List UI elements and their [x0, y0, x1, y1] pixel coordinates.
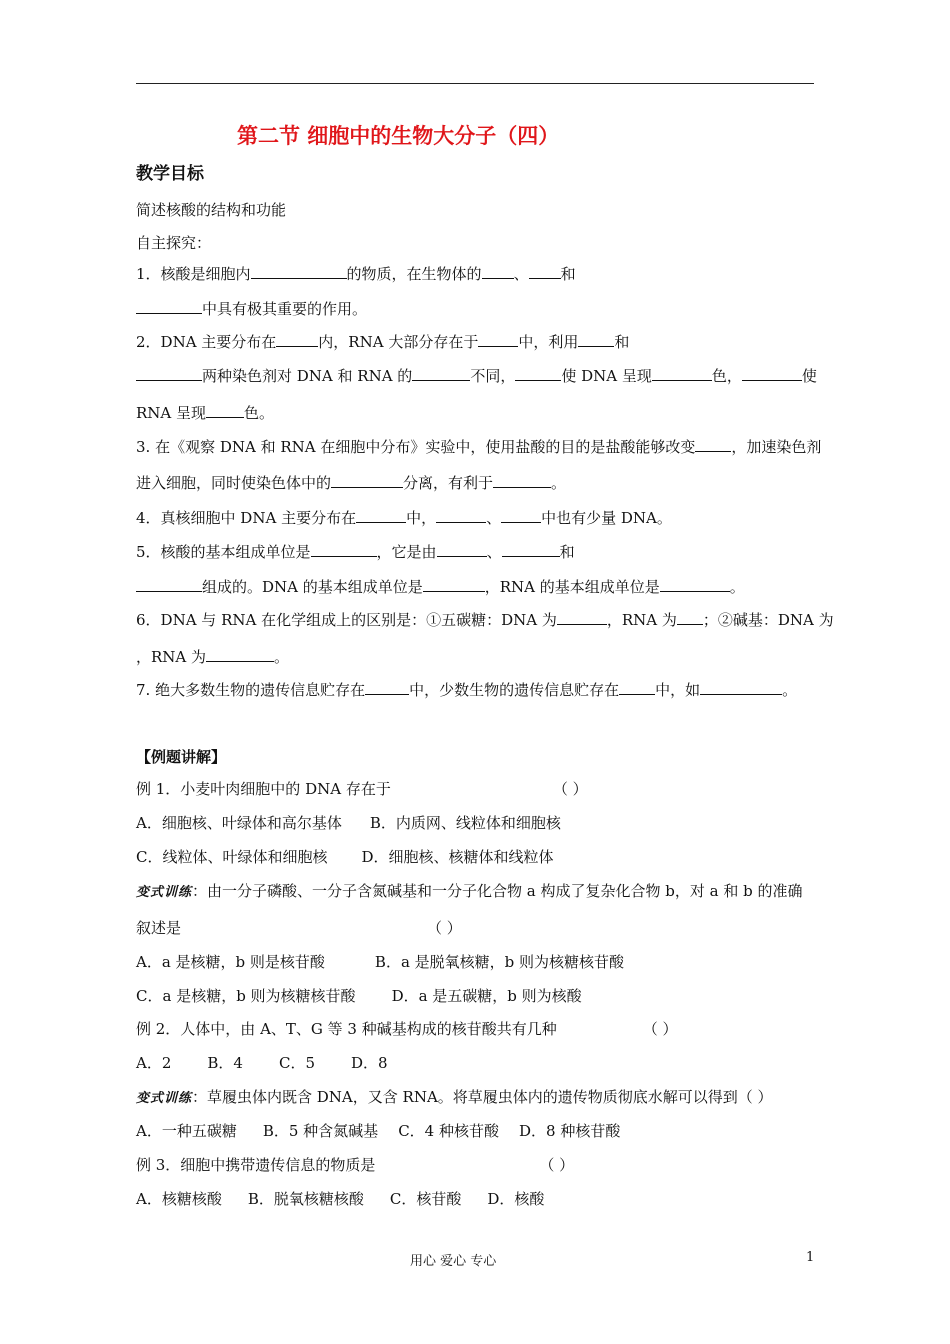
examples-heading: 【例题讲解】 [136, 748, 227, 766]
blank[interactable] [206, 404, 244, 418]
question-2-line-2: 两种染色剂对 DNA 和 RNA 的 不同， 使 DNA 呈现 色， 使 [136, 367, 817, 385]
blank[interactable] [652, 367, 712, 381]
option-a[interactable]: A．核糖核酸 [136, 1190, 222, 1208]
blank[interactable] [136, 367, 202, 381]
example-1-stem: 例 1．小麦叶肉细胞中的 DNA 存在于 （ ） [136, 780, 588, 798]
blank[interactable] [695, 438, 731, 452]
example-1-options-cd [136, 848, 554, 866]
question-6-line-1: 6．DNA 与 RNA 在化学组成上的区别是：①五碳糖：DNA 为 ，RNA 为 ；②碱基：DNA 为 [136, 611, 834, 629]
variant-label: 变式训练 [136, 1091, 193, 1106]
option-b[interactable]: B．a 是脱氧核糖，b 则为核糖核苷酸 [374, 953, 625, 971]
answer-paren[interactable]: （ ） [552, 780, 588, 798]
option-a[interactable]: A．a 是核糖，b 则是核苷酸 [136, 953, 325, 971]
blank[interactable] [501, 509, 541, 523]
example-1-options-ab [136, 814, 561, 832]
question-6-line-2: ，RNA 为 。 [136, 648, 290, 666]
blank[interactable] [557, 611, 607, 625]
option-d[interactable]: D．a 是五碳糖，b 则为核酸 [391, 987, 582, 1005]
blank[interactable] [619, 681, 655, 695]
blank[interactable] [136, 578, 202, 592]
answer-paren[interactable]: （ ） [642, 1020, 678, 1038]
page-title: 第二节 细胞中的生物大分子（四） [237, 123, 560, 148]
option-b[interactable]: B．4 [207, 1054, 243, 1072]
question-2-line-1: 2．DNA 主要分布在 内，RNA 大部分存在于 中，利用 和 [136, 333, 630, 351]
blank[interactable] [660, 578, 730, 592]
blank[interactable] [437, 543, 487, 557]
section-heading: 教学目标 [136, 164, 204, 184]
blank[interactable] [742, 367, 802, 381]
example-2-options [136, 1054, 388, 1072]
blank[interactable] [311, 543, 377, 557]
blank[interactable] [482, 265, 514, 279]
example-3-options [136, 1190, 544, 1208]
blank[interactable] [365, 681, 409, 695]
variant-1-options-ab [136, 953, 624, 971]
option-d[interactable]: D．8 种核苷酸 [518, 1122, 621, 1140]
question-3-line-1: 3. 在《观察 DNA 和 RNA 在细胞中分布》实验中，使用盐酸的目的是盐酸能够改变 ，加速染色剂 [136, 438, 822, 456]
question-1-line-1: 1．核酸是细胞内 的物质，在生物体的 、 和 [136, 265, 576, 283]
blank[interactable] [276, 333, 318, 347]
option-c[interactable]: C．a 是核糖，b 则为核糖核苷酸 [136, 987, 356, 1005]
header-rule [136, 83, 814, 84]
variant-1-stem-2: 叙述是 （ ） [136, 919, 462, 937]
blank[interactable] [578, 333, 614, 347]
explore-label: 自主探究： [136, 234, 212, 252]
blank[interactable] [493, 474, 551, 488]
blank[interactable] [356, 509, 406, 523]
question-4: 4．真核细胞中 DNA 主要分布在 中， 、 中也有少量 DNA。 [136, 509, 672, 527]
option-b[interactable]: B．脱氧核糖核酸 [247, 1190, 364, 1208]
blank[interactable] [412, 367, 470, 381]
question-3-line-2: 进入细胞，同时使染色体中的 分离，有利于 。 [136, 474, 567, 492]
option-c[interactable]: C．核苷酸 [389, 1190, 462, 1208]
blank[interactable] [251, 265, 347, 279]
blank[interactable] [478, 333, 518, 347]
blank[interactable] [206, 648, 274, 662]
example-3-stem: 例 3．细胞中携带遗传信息的物质是 （ ） [136, 1156, 575, 1174]
answer-paren[interactable]: （ ） [539, 1156, 575, 1174]
option-c[interactable]: C．4 种核苷酸 [398, 1122, 499, 1140]
option-b[interactable]: B．内质网、线粒体和细胞核 [369, 814, 561, 832]
answer-paren[interactable]: （ ） [427, 919, 462, 937]
page-footer: 用心 爱心 专心 [410, 1254, 497, 1269]
option-a[interactable]: A．细胞核、叶绿体和高尔基体 [136, 814, 342, 832]
option-d[interactable]: D．8 [351, 1054, 388, 1072]
question-7: 7. 绝大多数生物的遗传信息贮存在 中，少数生物的遗传信息贮存在 中，如 。 [136, 681, 798, 699]
blank[interactable] [529, 265, 561, 279]
blank[interactable] [423, 578, 485, 592]
option-c[interactable]: C．5 [278, 1054, 315, 1072]
objective-text: 简述核酸的结构和功能 [136, 201, 287, 219]
question-5-line-1: 5．核酸的基本组成单位是 ，它是由 、 和 [136, 543, 575, 561]
option-d[interactable]: D．核酸 [487, 1190, 545, 1208]
variant-label: 变式训练 [136, 885, 193, 900]
variant-1-stem: 变式训练：由一分子磷酸、一分子含氮碱基和一分子化合物 a 构成了复杂化合物 b，对 a 和 b 的准确 [136, 882, 803, 900]
blank[interactable] [331, 474, 403, 488]
option-b[interactable]: B．5 种含氮碱基 [262, 1122, 379, 1140]
blank[interactable] [677, 611, 703, 625]
blank[interactable] [515, 367, 561, 381]
question-2-line-3: RNA 呈现 色。 [136, 404, 275, 422]
page-number: 1 [806, 1250, 815, 1265]
option-a[interactable]: A．一种五碳糖 [136, 1122, 237, 1140]
variant-1-options-cd [136, 987, 582, 1005]
option-d[interactable]: D．细胞核、核糖体和线粒体 [361, 848, 554, 866]
example-2-stem: 例 2．人体中，由 A、T、G 等 3 种碱基构成的核苷酸共有几种 （ ） [136, 1020, 678, 1038]
variant-2-options [136, 1122, 620, 1140]
blank[interactable] [700, 681, 782, 695]
variant-2-stem: 变式训练：草履虫体内既含 DNA，又含 RNA。将草履虫体内的遗传物质彻底水解可以得到（ ） [136, 1088, 773, 1106]
blank[interactable] [436, 509, 486, 523]
question-1-line-2: 中具有极其重要的作用。 [136, 300, 367, 318]
blank[interactable] [136, 300, 202, 314]
question-5-line-2: 组成的。DNA 的基本组成单位是 ，RNA 的基本组成单位是 。 [136, 578, 745, 596]
option-c[interactable]: C．线粒体、叶绿体和细胞核 [136, 848, 328, 866]
blank[interactable] [502, 543, 560, 557]
option-a[interactable]: A．2 [136, 1054, 172, 1072]
